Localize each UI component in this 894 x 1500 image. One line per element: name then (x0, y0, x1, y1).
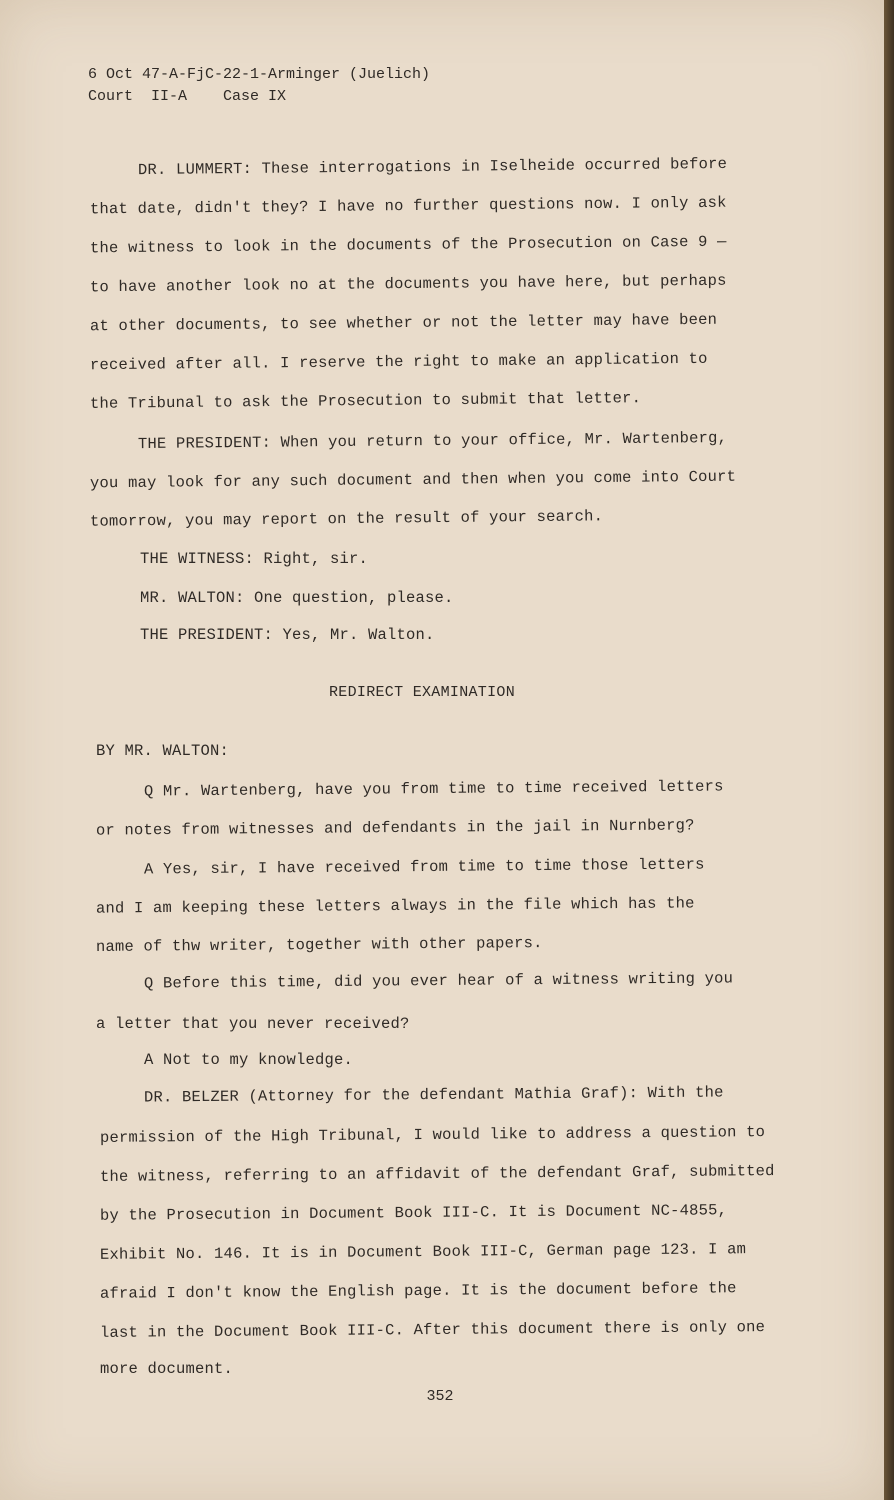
text-line: the witness, referring to an affidavit of the defendant Graf, submitted (99, 1162, 775, 1186)
text-line: DR. BELZER (Attorney for the defendant Mathia Graf): With the (143, 1083, 724, 1107)
text-line: or notes from witnesses and defendants in the jail in Nurnberg? (95, 816, 695, 840)
text-line: the witness to look in the documents of the Prosecution on Case 9 — (89, 232, 727, 258)
text-line: tomorrow, you may report on the result of your search. (89, 507, 604, 531)
text-line: MR. WALTON: One question, please. (140, 589, 454, 607)
page-edge (884, 0, 894, 1500)
text-line: received after all. I reserve the right to make an application to (89, 349, 708, 375)
text-line: THE PRESIDENT: When you return to your office, Mr. Wartenberg, (137, 428, 728, 454)
text-line: at other documents, to see whether or not the letter may have been (89, 310, 718, 336)
text-line: Q Before this time, did you ever hear of a witness writing you (143, 969, 734, 993)
text-line: Q Mr. Wartenberg, have you from time to time received letters (143, 777, 724, 801)
text-line: last in the Document Book III-C. After this document there is only one (99, 1318, 766, 1342)
text-line: DR. LUMMERT: These interrogations in Iselheide occurred before (137, 154, 728, 180)
text-line: THE WITNESS: Right, sir. (140, 550, 369, 568)
text-line: more document. (100, 1360, 234, 1378)
text-line: the Tribunal to ask the Prosecution to submit that letter. (89, 389, 642, 413)
text-line: you may look for any such document and then when you come into Court (89, 467, 737, 493)
text-line: Exhibit No. 146. It is in Document Book III-C, German page 123. I am (99, 1240, 747, 1264)
text-line: to have another look no at the documents you have here, but perhaps (89, 271, 727, 297)
text-line: and I am keeping these letters always in the file which has the (95, 894, 695, 918)
text-line: THE PRESIDENT: Yes, Mr. Walton. (140, 626, 435, 644)
header-reference: 6 Oct 47-A-FjC-22-1-Arminger (Juelich) (88, 66, 431, 83)
text-line: A Yes, sir, I have received from time to time those letters (143, 855, 705, 879)
text-line: BY MR. WALTON: (96, 742, 230, 760)
text-line: that date, didn't they? I have no further questions now. I only ask (89, 193, 727, 219)
text-line: name of thw writer, together with other papers. (95, 934, 543, 956)
text-line: by the Prosecution in Document Book III-C. It is Document NC-4855, (99, 1201, 728, 1225)
text-line: afraid I don't know the English page. It is the document before the (99, 1279, 737, 1303)
header-court-case: Court II-A Case IX (88, 88, 287, 105)
text-line: permission of the High Tribunal, I would like to address a question to (99, 1123, 766, 1147)
page-header (88, 64, 430, 108)
section-heading: REDIRECT EXAMINATION (328, 684, 516, 701)
text-line: A Not to my knowledge. (144, 1051, 354, 1069)
text-line: a letter that you never received? (96, 1015, 410, 1033)
page-number: 352 (426, 1388, 454, 1405)
